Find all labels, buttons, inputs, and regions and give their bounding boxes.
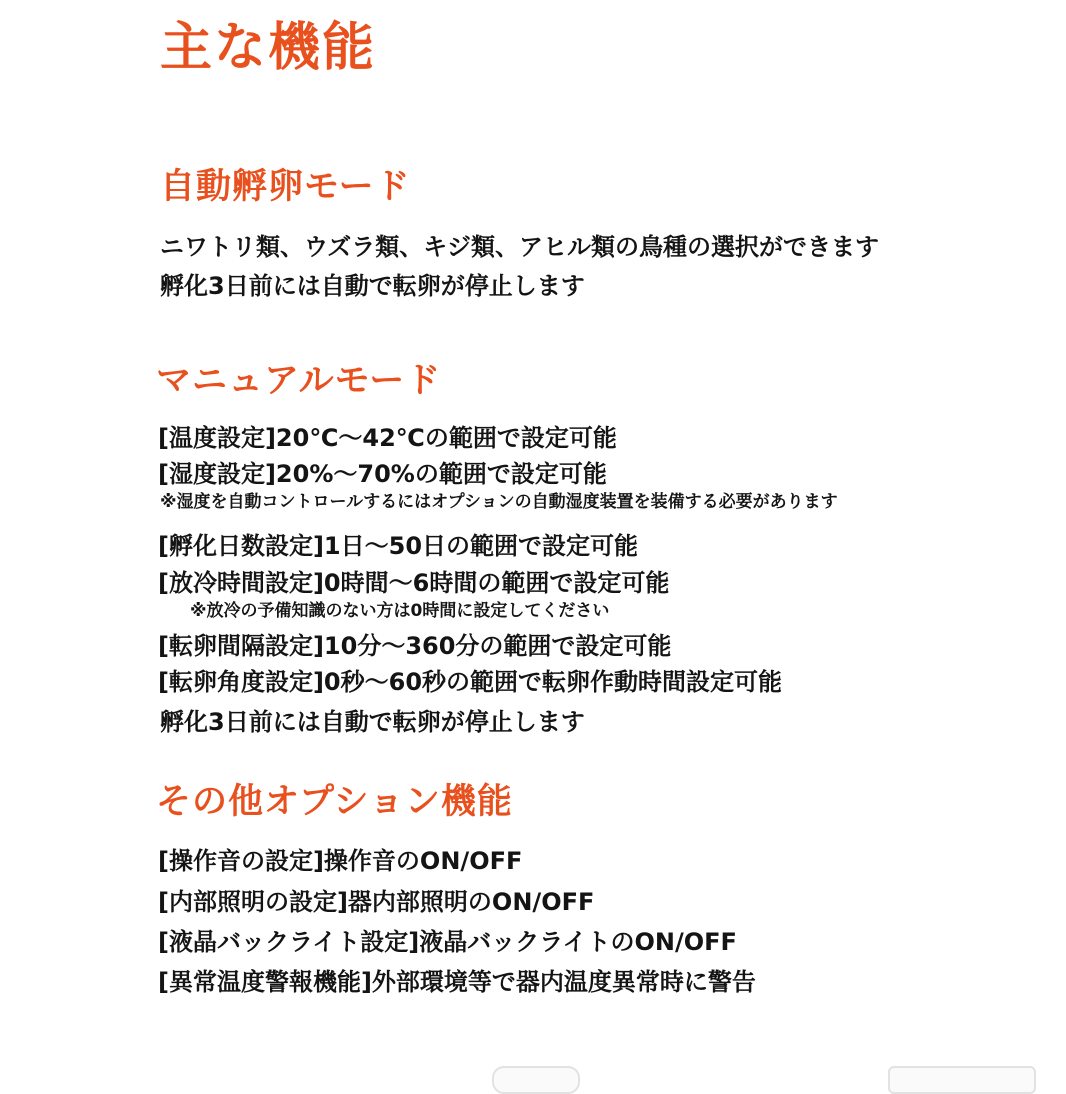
section-heading-auto-mode: 自動孵卵モード: [160, 167, 411, 207]
manual-humidity-note: ※湿度を自動コントロールするにはオプションの自動湿度装置を装備する必要があります: [160, 492, 838, 512]
manual-humidity-setting: [湿度設定]20%～70%の範囲で設定可能: [158, 460, 607, 488]
manual-cooling-note: ※放冷の予備知識のない方は0時間に設定してください: [190, 601, 610, 621]
section-heading-other-options: その他オプション機能: [156, 782, 513, 822]
option-operation-sound: [操作音の設定]操作音のON/OFF: [158, 847, 523, 875]
auto-mode-line-1: ニワトリ類、ウズラ類、キジ類、アヒル類の鳥種の選択ができます: [160, 233, 880, 261]
manual-turning-interval-setting: [転卵間隔設定]10分～360分の範囲で設定可能: [158, 632, 672, 660]
manual-cooling-time-setting: [放冷時間設定]0時間～6時間の範囲で設定可能: [158, 569, 670, 597]
manual-auto-stop-line: 孵化3日前には自動で転卵が停止します: [160, 708, 585, 736]
manual-turning-angle-setting: [転卵角度設定]0秒～60秒の範囲で転卵作動時間設定可能: [158, 668, 783, 696]
bottom-partial-control-left: [492, 1066, 580, 1094]
bottom-partial-control-right: [888, 1066, 1036, 1094]
manual-incubation-days-setting: [孵化日数設定]1日～50日の範囲で設定可能: [158, 532, 639, 560]
option-lcd-backlight: [液晶バックライト設定]液晶バックライトのON/OFF: [158, 928, 737, 956]
option-internal-lighting: [内部照明の設定]器内部照明のON/OFF: [158, 888, 595, 916]
option-abnormal-temperature-alarm: [異常温度警報機能]外部環境等で器内温度異常時に警告: [158, 968, 756, 996]
page-title: 主な機能: [160, 18, 377, 78]
manual-temperature-setting: [温度設定]20℃～42℃の範囲で設定可能: [158, 424, 617, 452]
section-heading-manual-mode: マニュアルモード: [156, 361, 442, 401]
auto-mode-line-2: 孵化3日前には自動で転卵が停止します: [160, 272, 585, 300]
